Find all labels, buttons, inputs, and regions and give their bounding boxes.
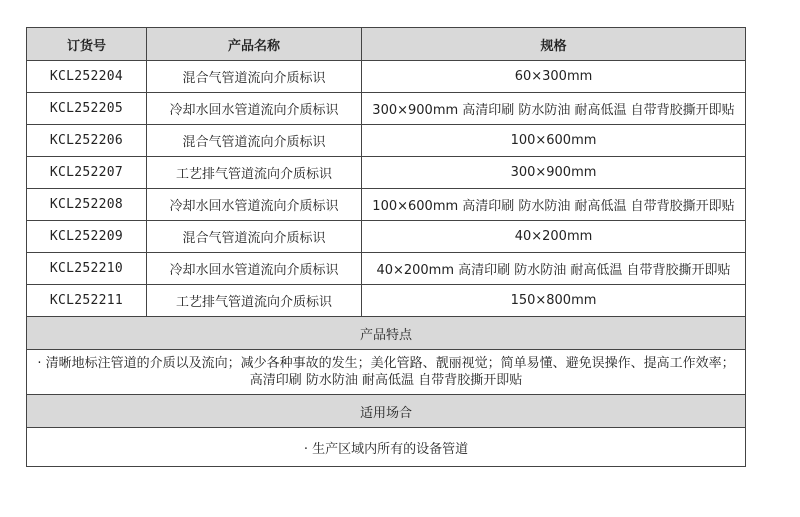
- features-text: · 清晰地标注管道的介质以及流向；减少各种事故的发生；美化管路、靓丽视觉；简单易懂、避免误操作、提高工作效率；高清印刷 防水防油 耐高低温 自带背胶撕开即贴: [27, 350, 746, 395]
- scenarios-content-row: [27, 428, 746, 467]
- product-name-cell: 工艺排气管道流向介质标识: [147, 157, 362, 189]
- product-name-cell: 混合气管道流向介质标识: [147, 61, 362, 93]
- product-name-cell: 工艺排气管道流向介质标识: [147, 285, 362, 317]
- features-heading: 产品特点: [27, 317, 746, 350]
- table-row: [27, 253, 746, 285]
- specification-cell: 40×200mm 高清印刷 防水防油 耐高低温 自带背胶撕开即贴: [362, 253, 746, 285]
- order-number-cell: KCL252205: [27, 93, 147, 125]
- specification-cell: 100×600mm: [362, 125, 746, 157]
- product-name-cell: 冷却水回水管道流向介质标识: [147, 253, 362, 285]
- specification-cell: 60×300mm: [362, 61, 746, 93]
- table-row: [27, 61, 746, 93]
- product-spec-table: [26, 27, 746, 467]
- product-name-cell: 混合气管道流向介质标识: [147, 221, 362, 253]
- specification-cell: 300×900mm: [362, 157, 746, 189]
- features-content-row: [27, 350, 746, 395]
- specification-cell: 300×900mm 高清印刷 防水防油 耐高低温 自带背胶撕开即贴: [362, 93, 746, 125]
- product-name-cell: 冷却水回水管道流向介质标识: [147, 93, 362, 125]
- table-row: [27, 285, 746, 317]
- order-number-cell: KCL252209: [27, 221, 147, 253]
- product-name-cell: 冷却水回水管道流向介质标识: [147, 189, 362, 221]
- order-number-cell: KCL252206: [27, 125, 147, 157]
- order-number-cell: KCL252207: [27, 157, 147, 189]
- product-name-cell: 混合气管道流向介质标识: [147, 125, 362, 157]
- order-number-cell: KCL252211: [27, 285, 147, 317]
- table-header-row: [27, 28, 746, 61]
- order-number-cell: KCL252210: [27, 253, 147, 285]
- specification-cell: 40×200mm: [362, 221, 746, 253]
- table-row: [27, 189, 746, 221]
- table-row: [27, 125, 746, 157]
- table-row: [27, 93, 746, 125]
- scenarios-heading-row: [27, 395, 746, 428]
- order-number-cell: KCL252204: [27, 61, 147, 93]
- table-row: [27, 221, 746, 253]
- scenarios-heading: 适用场合: [27, 395, 746, 428]
- scenarios-text: · 生产区域内所有的设备管道: [27, 428, 746, 467]
- header-order-number: 订货号: [27, 28, 147, 61]
- table-row: [27, 157, 746, 189]
- order-number-cell: KCL252208: [27, 189, 147, 221]
- features-heading-row: [27, 317, 746, 350]
- specification-cell: 100×600mm 高清印刷 防水防油 耐高低温 自带背胶撕开即贴: [362, 189, 746, 221]
- header-specification: 规格: [362, 28, 746, 61]
- specification-cell: 150×800mm: [362, 285, 746, 317]
- header-product-name: 产品名称: [147, 28, 362, 61]
